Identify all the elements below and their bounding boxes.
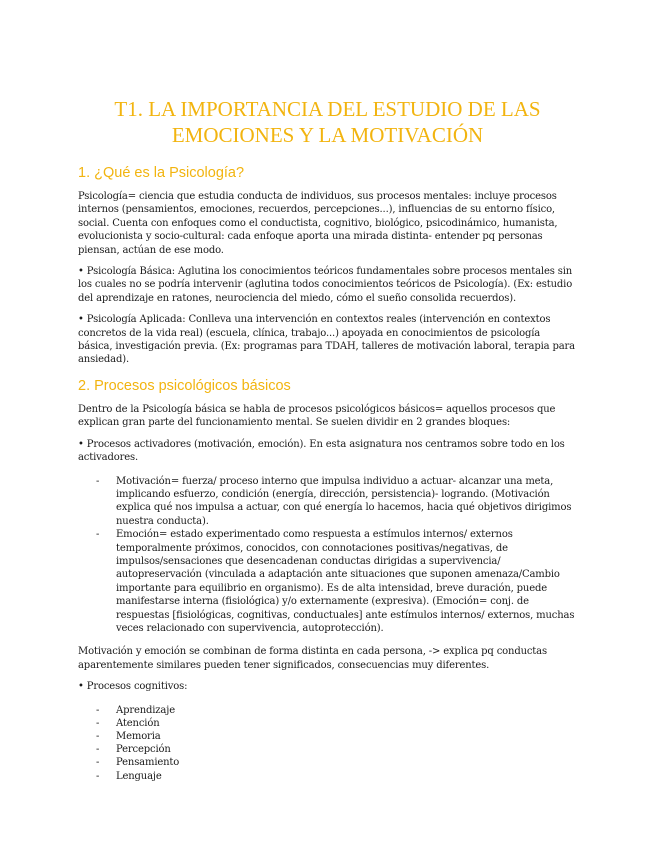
list-item bbox=[78, 756, 577, 769]
list-item bbox=[78, 730, 577, 743]
list-item-motivacion bbox=[78, 475, 577, 529]
dash-marker: - bbox=[96, 731, 100, 742]
list-item-text: Pensamiento bbox=[116, 757, 180, 769]
dash-marker: - bbox=[96, 757, 100, 769]
list-item-emocion bbox=[78, 528, 577, 635]
list-item bbox=[78, 770, 577, 783]
cognitivos-list bbox=[78, 704, 577, 783]
list-item-text: Percepción bbox=[116, 744, 171, 756]
dash-marker: - bbox=[96, 717, 100, 729]
list-item bbox=[78, 717, 577, 730]
paragraph-combinan: Motivación y emoción se combinan de forma distinta en cada persona, -> explica pq conductas aparentemente similares pueden tener significados, consecuencias muy diferentes. bbox=[78, 646, 547, 671]
list-item bbox=[78, 704, 577, 717]
dash-marker: - bbox=[96, 704, 100, 716]
page-title: T1. LA IMPORTANCIA DEL ESTUDIO DE LAS EMOCIONES Y LA MOTIVACIÓN bbox=[114, 97, 541, 147]
paragraph-definition: Psicología= ciencia que estudia conducta de individuos, sus procesos mentales: incluye procesos internos (pensamientos, emociones, recuerdos, percepciones...), influencias de su entorno físico, social. Cuenta con enfoques como el conductista, cognitivo, biológico, psicodinámico, humanista, evolucionista y socio-cultural: cada enfoque aporta una mirada distinta- entender pq personas piensan, actúan de ese modo. bbox=[78, 191, 558, 256]
list-item-text: Atención bbox=[116, 717, 160, 729]
section-heading-psicologia: 1. ¿Qué es la Psicología? bbox=[78, 165, 245, 181]
paragraph-psicologia-aplicada: • Psicología Aplicada: Conlleva una intervención en contextos reales (intervención en contextos concretos de la vida real) (escuela, clínica, trabajo...) apoyada en conocimientos de psicología básica, investigación previa. (Ex: programas para TDAH, talleres de motivación laboral, terapia para ansiedad). bbox=[78, 313, 577, 367]
dash-marker: - bbox=[96, 529, 100, 541]
dash-marker: - bbox=[96, 744, 100, 756]
list-item-text: Lenguaje bbox=[116, 770, 162, 782]
section-heading-procesos: 2. Procesos psicológicos básicos bbox=[78, 377, 291, 394]
dash-marker: - bbox=[96, 770, 100, 782]
paragraph-psicologia-basica: • Psicología Básica: Aglutina los conocimientos teóricos fundamentales sobre procesos mentales sin los cuales no se podría intervenir (aglutina todos conocimientos teóricos de Psicología). (Ex: estudio del aprendizaje en ratones, neurociencia del miedo, cómo el sueño consolida recuerdos). bbox=[78, 265, 577, 305]
list-item bbox=[78, 743, 577, 756]
list-item-text: Memoria bbox=[116, 731, 161, 742]
dash-marker: - bbox=[96, 475, 100, 487]
list-item-text: Motivación= fuerza/ proceso interno que impulsa individuo a actuar- alcanzar una meta, implicando esfuerzo, condición (energía, dirección, persistencia)- logrando. (Motivación explica qué nos impulsa a actuar, con qué energía lo hacemos, hacia qué objetivos dirigimos nuestra conducta). bbox=[116, 475, 572, 527]
list-item-text: Aprendizaje bbox=[116, 704, 175, 716]
list-item-text: Emoción= estado experimentado como respuesta a estímulos internos/ externos temporalmente próximos, conocidos, con connotaciones positivas/negativas, de impulsos/sensaciones que desencadenan conductas dirigidas a supervivencia/ autopreservación (vinculada a adaptación ante situaciones que suponen amenaza/Cambio importante para equilibrio en organismo). Es de alta intensidad, breve duración, puede manifestarse interna (fisiológica) y/o externamente (expresiva). (Emoción= conj. de respuestas [fisiológicas, cognitivas, conductuales] ante estímulos internos/ externos, muchas veces relacionado con supervivencia, autoprotección). bbox=[116, 529, 575, 634]
activadores-list bbox=[78, 475, 577, 636]
paragraph-procesos-cognitivos: • Procesos cognitivos: bbox=[78, 680, 577, 693]
paragraph-procesos-intro: Dentro de la Psicología básica se habla de procesos psicológicos básicos= aquellos procesos que explican gran parte del funcionamiento mental. Se suelen dividir en 2 grandes bloques: bbox=[78, 403, 556, 429]
paragraph-procesos-activadores: • Procesos activadores (motivación, emoción). En esta asignatura nos centramos sobre todo en los activadores. bbox=[78, 438, 577, 465]
